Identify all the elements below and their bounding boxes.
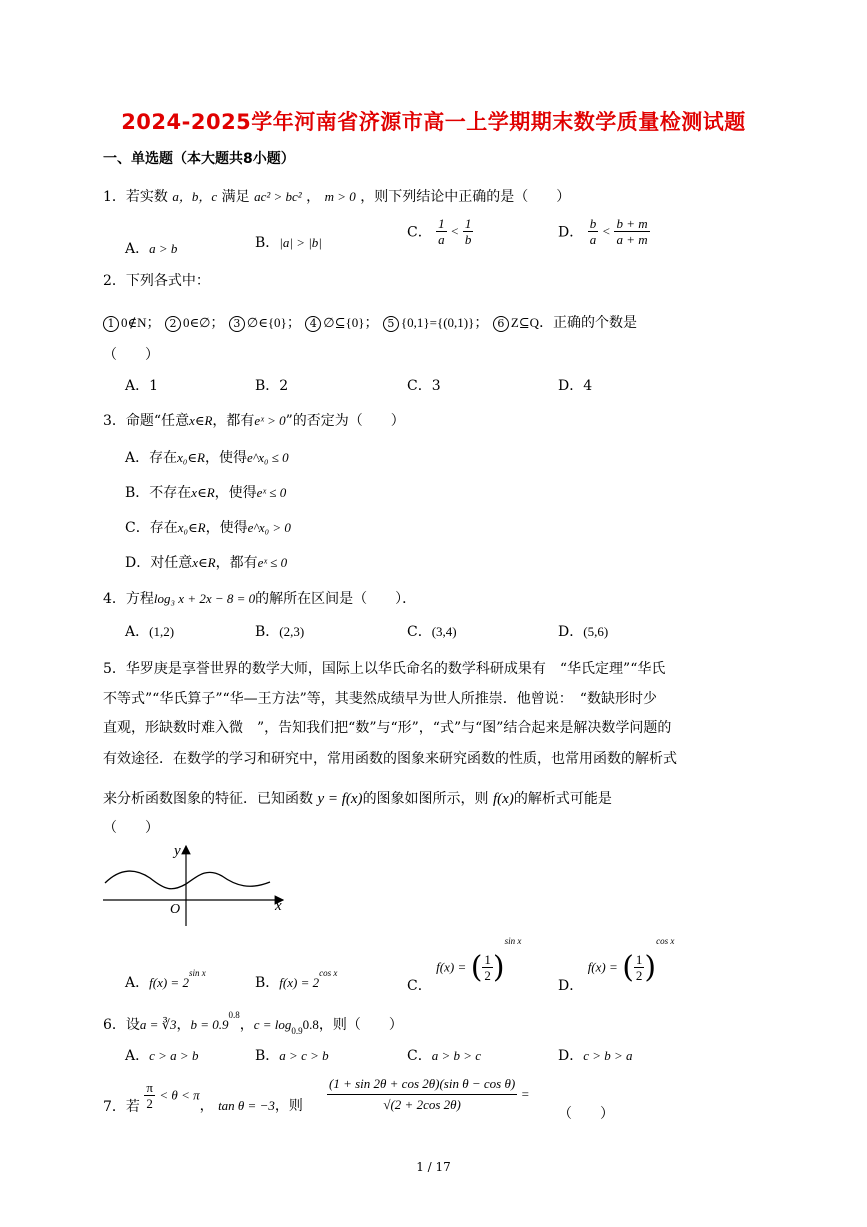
q6-option-b[interactable] [255, 1045, 329, 1065]
statement: ∅⊆{0} [323, 315, 365, 330]
q1-text: ， [306, 189, 321, 205]
q5-function: y = f(x) [317, 791, 363, 807]
fraction: $\frac{b + m}{a + m}$ [616, 216, 648, 247]
q5-function-graph [100, 838, 290, 928]
q1-option-a[interactable] [125, 238, 177, 258]
q3-text: 3．命题“任意 [103, 413, 190, 429]
option-label: B． [255, 235, 280, 251]
q7-expression [327, 1074, 529, 1115]
q5-option-b[interactable] [255, 968, 338, 992]
question-7-stem [103, 1080, 303, 1115]
option-expr: a > c > b [279, 1048, 329, 1063]
big-fraction: $\frac{\text{(1 + sin 2θ + cos 2θ)(sin θ − cos θ)}}{√(2 + 2\cos 2\theta)}$ [329, 1076, 516, 1112]
option-text: A．存在 [125, 450, 178, 466]
circled-number: 1 [103, 316, 119, 332]
fraction: $\frac{1}{b}$ [464, 216, 472, 247]
option-math: x₀∈R [177, 520, 206, 535]
option-label: B． [255, 975, 280, 991]
option-math: eˣ ≤ 0 [257, 555, 288, 570]
q5-option-a[interactable] [125, 968, 206, 992]
q5-option-d[interactable] [558, 936, 675, 994]
option-expr: f(x) = 2 [279, 975, 320, 990]
q3-option-d[interactable] [125, 552, 287, 572]
option-expr: a > b [149, 241, 178, 256]
option-text: ，都有 [215, 555, 258, 571]
q6-text: ， [176, 1017, 191, 1033]
q5-line-5 [103, 788, 612, 808]
fraction: $\frac{1}{2}$ [484, 952, 491, 983]
q6-text: ，则（ ） [318, 1017, 403, 1033]
statement: ∅∈{0} [246, 315, 287, 330]
q5-text: 来分析函数图象的特征．已知函数 [103, 791, 313, 807]
option-expr: c > b > a [583, 1048, 633, 1063]
q5-line-3: 直观，形缺数时难入微 ”，告知我们把“数”与“形”，“式”与“图”结合起来是解决数学问题的 [103, 720, 672, 736]
paren: ( [622, 950, 634, 985]
option-math: e^x₀ > 0 [247, 520, 291, 535]
statement: {0,1}={(0,1)} [400, 315, 475, 330]
option-math: x∈R [191, 485, 215, 500]
operator: < [451, 223, 459, 239]
q1-text: 1．若实数 [103, 189, 168, 205]
paren: ) [644, 950, 657, 985]
q1-text: 满足 [221, 189, 250, 205]
exponent: sin x [188, 968, 206, 978]
q3-math: eˣ > 0 [254, 413, 286, 428]
option-expr: f(x) = [436, 959, 467, 975]
circled-number: 2 [165, 316, 181, 332]
q5-text: 的解析式可能是 [513, 791, 612, 807]
operator: < [602, 223, 610, 239]
q5-function: f(x) [493, 791, 514, 807]
separator: ； [474, 315, 489, 331]
q7-math: < θ < π [159, 1087, 200, 1103]
separator: ； [364, 315, 379, 331]
option-text: D．对任意 [125, 555, 193, 571]
q1-text: ，则下列结论中正确的是（ ） [360, 189, 571, 205]
option-text: ，使得 [214, 485, 257, 501]
option-label: A． [125, 975, 150, 991]
q1-option-c[interactable] [407, 216, 473, 247]
option-label: C． [407, 1048, 432, 1064]
q6-option-c[interactable] [407, 1045, 481, 1065]
option-expr: a > b > c [431, 1048, 482, 1063]
q2-statements [103, 312, 637, 332]
option-expr: (3,4) [431, 624, 457, 639]
equals-sign: = [521, 1086, 529, 1102]
q1-vars: a，b，c [172, 189, 218, 204]
q6-math: 0.8 [302, 1017, 319, 1032]
q3-option-a[interactable] [125, 447, 289, 467]
question-2-stem: 2．下列各式中： [103, 273, 210, 289]
option-math: x₀∈R [177, 450, 205, 465]
exponent: 0.8 [228, 1010, 240, 1020]
q4-text: 的解所在区间是（ ）． [255, 591, 417, 607]
fraction: $\frac{b}{a}$ [589, 216, 597, 247]
fraction: $\frac{1}{a}$ [438, 216, 445, 247]
q3-math: x∈R [189, 413, 213, 428]
q7-answer-paren: （ ） [558, 1106, 614, 1122]
option-text: ，使得 [205, 520, 248, 536]
q4-option-d[interactable] [558, 621, 608, 641]
q5-text: 的图象如图所示，则 [362, 791, 489, 807]
q3-option-c[interactable] [125, 517, 291, 537]
q3-option-b[interactable] [125, 482, 286, 502]
q6-math: c = log [253, 1017, 292, 1032]
q4-option-a[interactable] [125, 621, 174, 641]
q2-option-d[interactable]: D．4 [558, 378, 593, 394]
q6-option-d[interactable] [558, 1045, 633, 1065]
option-label: D． [558, 977, 584, 994]
document-title: 2024-2025学年河南省济源市高一上学期期末数学质量检测试题 [121, 110, 746, 134]
q7-text: ， [199, 1097, 214, 1114]
q2-option-b[interactable]: B．2 [255, 378, 289, 394]
q6-text: ， [239, 1017, 254, 1033]
q7-text: 7．若 [103, 1098, 140, 1115]
q5-option-c[interactable] [407, 936, 522, 994]
option-text: ，使得 [204, 450, 247, 466]
q2-tail: ．正确的个数是 [539, 315, 638, 331]
question-6-stem [103, 1010, 403, 1036]
separator: ； [286, 315, 301, 331]
option-label: C． [407, 977, 432, 994]
option-expr: (1,2) [149, 624, 175, 639]
q3-text: ”的否定为（ ） [285, 413, 405, 429]
fraction: $\frac{1}{2}$ [635, 952, 643, 983]
question-1-stem [103, 186, 570, 206]
page-number: 1 / 17 [416, 1160, 451, 1174]
q2-option-c[interactable]: C．3 [407, 378, 441, 394]
q2-answer-paren: （ ） [103, 347, 159, 363]
option-math: e^x₀ ≤ 0 [246, 450, 289, 465]
subscript: 0.9 [291, 1026, 303, 1036]
q4-option-c[interactable] [407, 621, 457, 641]
circled-number: 4 [305, 316, 321, 332]
paren: ( [470, 950, 483, 985]
statement: 0∉N [121, 315, 147, 330]
option-expr: |a| > |b| [279, 235, 322, 250]
circled-number: 3 [229, 316, 245, 332]
q1-option-b[interactable] [255, 232, 322, 252]
q2-option-a[interactable]: A．1 [125, 378, 159, 394]
question-4-stem [103, 588, 416, 608]
option-label: D． [558, 224, 584, 241]
option-label: C． [407, 624, 432, 640]
option-label: D． [558, 1048, 584, 1064]
q6-text: 6．设 [103, 1017, 140, 1033]
paren: ) [492, 950, 505, 985]
option-math: eˣ ≤ 0 [256, 485, 287, 500]
circled-number: 6 [493, 316, 509, 332]
fraction: $\frac{\pi}{2}$ [146, 1080, 153, 1111]
option-label: A． [125, 624, 150, 640]
q1-condition: ac² > bc² [254, 189, 302, 204]
option-expr: (5,6) [583, 624, 609, 639]
separator: ； [146, 315, 161, 331]
q4-text: 4．方程 [103, 591, 154, 607]
question-3-stem [103, 410, 405, 430]
q6-option-a[interactable] [125, 1045, 198, 1065]
option-label: B． [255, 1048, 280, 1064]
option-expr: f(x) = 2 [149, 975, 189, 990]
exponent: sin x [504, 936, 522, 946]
q1-condition-m: m > 0 [324, 189, 356, 204]
x-axis-label: x [275, 898, 282, 914]
option-text: C．存在 [125, 520, 178, 536]
separator: ； [210, 315, 225, 331]
q5-answer-paren: （ ） [103, 820, 159, 836]
q3-text: ，都有 [212, 413, 255, 429]
q4-equation: log₃ x + 2x − 8 = 0 [153, 591, 256, 606]
q5-line-2: 不等式”“华氏算子”“华—王方法”等，其斐然成绩早为世人所推崇．他曾说： “数缺形时少 [103, 691, 657, 707]
circled-number: 5 [383, 316, 399, 332]
option-label: A． [125, 241, 150, 257]
option-expr: (2,3) [279, 624, 305, 639]
exponent: cos x [319, 968, 338, 978]
q7-text: ，则 [274, 1097, 303, 1114]
option-label: D． [558, 624, 584, 640]
option-math: x∈R [192, 555, 216, 570]
exponent: cos x [656, 936, 675, 946]
statement: 0∈∅ [182, 315, 211, 330]
statement: Z⊆Q [510, 315, 540, 330]
option-text: B．不存在 [125, 485, 192, 501]
option-label: C． [407, 224, 432, 241]
origin-label: O [170, 902, 181, 917]
q4-option-b[interactable] [255, 621, 304, 641]
option-label: A． [125, 1048, 150, 1064]
option-expr: c > a > b [149, 1048, 199, 1063]
option-label: B． [255, 624, 280, 640]
q5-line-1: 5．华罗庚是享誉世界的数学大师，国际上以华氏命名的数学科研成果有 “华氏定理”“华氏 [103, 661, 666, 677]
option-expr: f(x) = [587, 959, 618, 975]
q7-math: tan θ = −3 [218, 1097, 275, 1113]
function-curve [105, 871, 270, 889]
q6-math: b = 0.9 [190, 1017, 229, 1032]
q6-math: a = ∛3 [139, 1017, 177, 1032]
q1-option-d[interactable] [558, 216, 650, 247]
q5-line-4: 有效途径．在数学的学习和研究中，常用函数的图象来研究函数的性质，也常用函数的解析式 [103, 751, 677, 767]
section-heading: 一、单选题（本大题共8小题） [103, 151, 295, 167]
y-axis-label: y [174, 843, 181, 859]
